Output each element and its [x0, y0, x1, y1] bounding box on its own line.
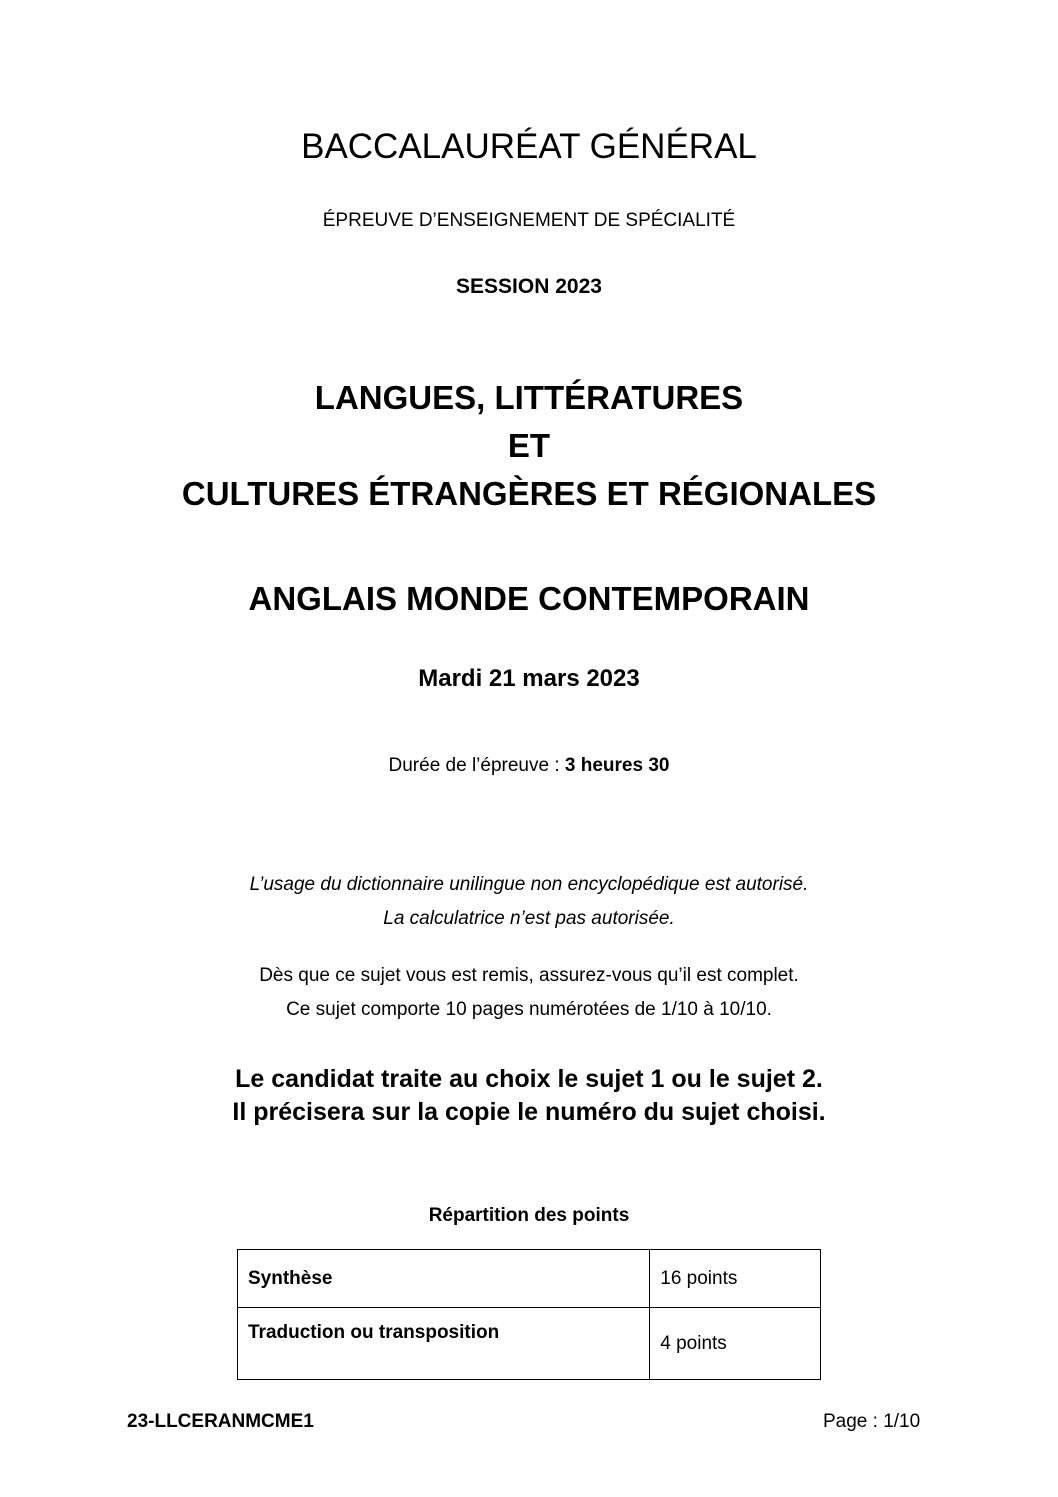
footer-page-number: Page : 1/10	[823, 1411, 921, 1432]
pages-note: Ce sujet comporte 10 pages numérotées de 1/10 à 10/10.	[286, 999, 772, 1020]
row-value: 4 points	[650, 1308, 821, 1380]
row-value: 16 points	[650, 1250, 821, 1308]
subject-line-2: ET	[507, 427, 551, 464]
session-label: SESSION 2023	[456, 275, 602, 298]
subject-line-1: LANGUES, LITTÉRATURES	[314, 379, 744, 416]
document-title: BACCALAURÉAT GÉNÉRAL	[301, 127, 757, 166]
row-label: Traduction ou transposition	[238, 1308, 650, 1380]
table-row	[238, 1308, 821, 1380]
points-table-title: Répartition des points	[428, 1205, 630, 1226]
duration-label: Durée de l’épreuve :	[388, 755, 565, 776]
calculator-note: La calculatrice n’est pas autorisée.	[383, 908, 675, 929]
exam-date: Mardi 21 mars 2023	[418, 665, 640, 692]
duration-line	[0, 755, 1058, 777]
language-heading: ANGLAIS MONDE CONTEMPORAIN	[248, 580, 810, 617]
dictionary-note: L’usage du dictionnaire unilingue non encyclopédique est autorisé.	[249, 874, 809, 895]
footer-exam-code: 23-LLCERANMCME1	[127, 1411, 314, 1432]
subject-heading	[0, 374, 1058, 518]
choice-notes	[0, 1063, 1058, 1129]
choice-note-1: Le candidat traite au choix le sujet 1 ou le sujet 2.	[235, 1065, 823, 1093]
subject-line-3: CULTURES ÉTRANGÈRES ET RÉGIONALES	[181, 475, 877, 512]
duration-value: 3 heures 30	[564, 755, 670, 776]
choice-note-2: Il précisera sur la copie le numéro du sujet choisi.	[232, 1098, 826, 1126]
completeness-notes	[0, 959, 1058, 1027]
points-table	[237, 1249, 821, 1380]
material-notes	[0, 868, 1058, 936]
epreuve-label: ÉPREUVE D’ENSEIGNEMENT DE SPÉCIALITÉ	[322, 210, 736, 231]
row-label: Synthèse	[238, 1250, 650, 1308]
check-note: Dès que ce sujet vous est remis, assurez-vous qu’il est complet.	[259, 965, 799, 986]
table-row	[238, 1250, 821, 1308]
